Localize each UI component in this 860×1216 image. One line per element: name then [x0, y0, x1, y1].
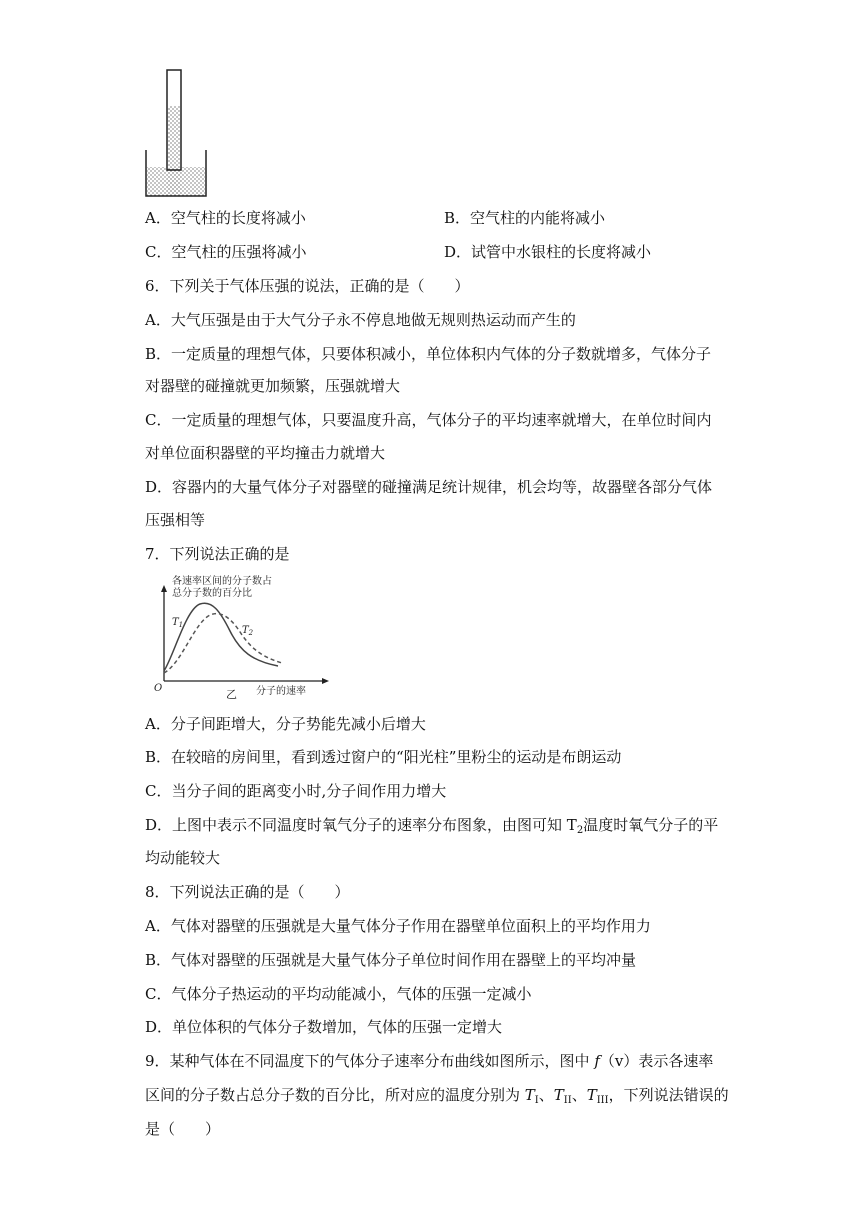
q8-option-b: B．气体对器壁的压强就是大量气体分子单位时间作用在器壁上的平均冲量 — [145, 951, 637, 969]
q6-option-c-line1: C．一定质量的理想气体，只要温度升高，气体分子的平均速率就增大，在单位时间内 — [145, 411, 712, 429]
figure-xlabel: 分子的速率 — [256, 686, 306, 697]
figure-ylabel-line1: 各速率区间的分子数占 — [172, 576, 272, 587]
q6-option-b-line2: 对器壁的碰撞就更加频繁，压强就增大 — [145, 377, 401, 395]
q7-option-d-line2: 均动能较大 — [145, 849, 221, 867]
q7-option-d-line1: D．上图中表示不同温度时氧气分子的速率分布图象，由图可知 $T_2$温度时氧气分子的平 — [145, 816, 719, 836]
q7-option-c: C．当分子间的距离变小时,分子间作用力增大 — [145, 782, 447, 800]
speed-distribution-figure — [152, 573, 334, 703]
q6-stem: 6．下列关于气体压强的说法，正确的是（ ） — [145, 277, 470, 295]
x-axis-arrow — [322, 678, 329, 684]
q8-option-a: A．气体对器壁的压强就是大量气体分子作用在器壁单位面积上的平均作用力 — [145, 917, 651, 935]
q6-option-d-line1: D．容器内的大量气体分子对器壁的碰撞满足统计规律，机会均等，故器壁各部分气体 — [145, 478, 713, 496]
q9-line1: 9．某种气体在不同温度下的气体分子速率分布曲线如图所示，图中 f（v）表示各速率 — [145, 1052, 714, 1070]
origin-label: O — [154, 683, 163, 694]
curve-t1 — [164, 603, 278, 671]
figure-ylabel-line2: 总分子数的百分比 — [172, 588, 252, 599]
q7-option-b: B．在较暗的房间里，看到透过窗户的“阳光柱”里粉尘的运动是布朗运动 — [145, 748, 622, 766]
label-t1: $T_1$ — [172, 617, 184, 629]
label-t2: $T_2$ — [242, 625, 254, 637]
q9-line3: 是（ ） — [145, 1120, 221, 1138]
q9-line2: 区间的分子数占总分子数的百分比，所对应的温度分别为 $T_I$、$T_{II}$、$T_{III}$，下列说法错误的 — [145, 1086, 729, 1106]
q6-option-c-line2: 对单位面积器壁的平均撞击力就增大 — [145, 444, 386, 462]
q8-stem: 8．下列说法正确的是（ ） — [145, 883, 350, 901]
tube-trough-figure — [140, 68, 212, 200]
q7-stem: 7．下列说法正确的是 — [145, 545, 290, 563]
q5-option-d: D．试管中水银柱的长度将减小 — [444, 243, 652, 261]
q6-option-b-line1: B．一定质量的理想气体，只要体积减小，单位体积内气体的分子数就增多，气体分子 — [145, 345, 712, 363]
q5-option-c: C．空气柱的压强将减小 — [145, 243, 307, 261]
q7-option-a: A．分子间距增大，分子势能先减小后增大 — [145, 715, 426, 733]
q5-option-b: B．空气柱的内能将减小 — [444, 209, 606, 227]
figure-caption: 乙 — [226, 688, 237, 701]
q8-option-c: C．气体分子热运动的平均动能减小，气体的压强一定减小 — [145, 985, 532, 1003]
q6-option-a: A．大气压强是由于大气分子永不停息地做无规则热运动而产生的 — [145, 311, 576, 329]
q8-option-d: D．单位体积的气体分子数增加，气体的压强一定增大 — [145, 1018, 503, 1036]
q5-option-a: A．空气柱的长度将减小 — [145, 209, 306, 227]
q6-option-d-line2: 压强相等 — [145, 511, 206, 529]
y-axis-arrow — [161, 585, 167, 592]
